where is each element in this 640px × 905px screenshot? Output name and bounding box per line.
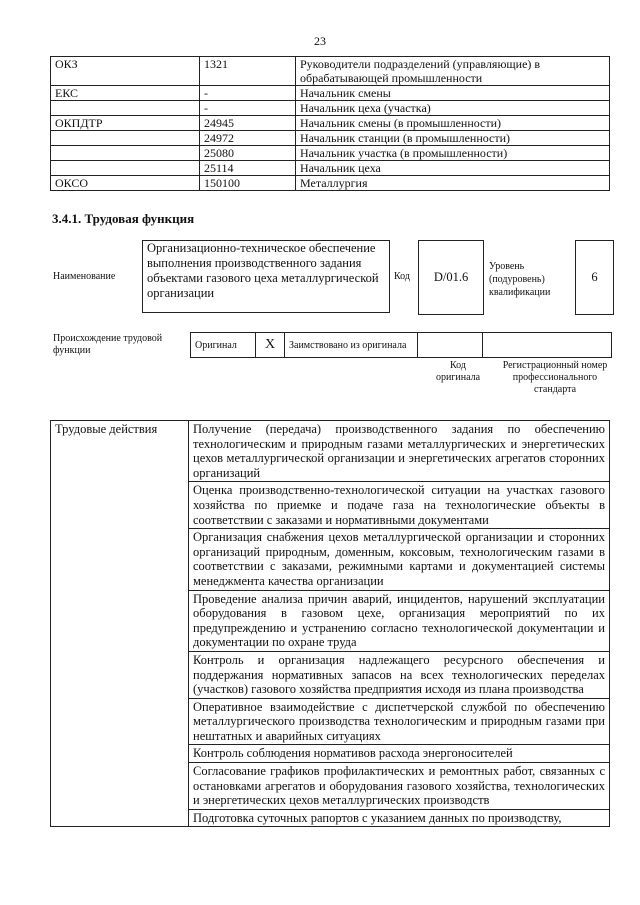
classification-code: - [200,101,296,116]
classification-title: Начальник цеха (участка) [296,101,610,116]
classification-row [51,161,610,176]
classification-title: Начальник смены (в промышленности) [296,116,610,131]
classification-row [51,176,610,191]
page-number: 23 [314,34,326,48]
code-label: Код [394,271,410,282]
classification-code: 1321 [200,57,296,86]
code-original-caption: Код оригинала [435,360,481,383]
original-label: Оригинал [191,333,256,358]
classification-name [51,161,200,176]
origin-code-cell [418,333,483,358]
labor-actions-table [50,420,610,827]
classification-name: ОКПДТР [51,116,200,131]
labor-action: Организация снабжения цехов металлургической организации и сторонних организаций природным, доменным, коксовым, технологическим газами в соответствии с заказами, режимными картами и документацией системы менеджмента качества организации [189,529,610,590]
original-mark: X [256,333,285,358]
classification-name [51,101,200,116]
classification-title: Начальник цеха [296,161,610,176]
classification-name [51,146,200,161]
section-title: 3.4.1. Трудовая функция [52,211,195,226]
labor-action: Получение (передача) производственного задания по обеспечению технологическим и природным газами металлургических и энергетических цехов металлургической организации и энергетических агрегатов сторонних организаций [189,421,610,482]
classification-name: ЕКС [51,86,200,101]
reg-number-caption: Регистрационный номер профессионального стандарта [502,360,608,395]
classification-code: 24972 [200,131,296,146]
classification-row [51,86,610,101]
labor-action: Согласование графиков профилактических и ремонтных работ, связанных с остановками агрегатов и оборудования газового хозяйства, технологических и энергетических цехов металлургических производств [189,763,610,810]
classification-table [50,56,610,191]
classification-row [51,116,610,131]
labor-actions-label: Трудовые действия [51,421,189,827]
origin-label: Происхождение трудовой функции [53,333,163,356]
classification-name: ОКСО [51,176,200,191]
classification-code: 25114 [200,161,296,176]
labor-action-row [51,421,610,482]
labor-action: Проведение анализа причин аварий, инцидентов, нарушений эксплуатации оборудования в газовом цехе, организация мероприятий по их предупреждению и устранению согласно технологической документации и документации по охране труда [189,590,610,651]
classification-title: Руководители подразделений (управляющие) в обрабатывающей промышленности [296,57,610,86]
classification-name: ОКЗ [51,57,200,86]
labor-action: Контроль и организация надлежащего ресурсного обеспечения и поддержания нормативных запасов на всех технологических переделах (участков) газового хозяйства предприятия исходя из плана производства [189,651,610,698]
origin-table [190,332,612,358]
labor-action: Контроль соблюдения нормативов расхода энергоносителей [189,745,610,763]
labor-action: Оценка производственно-технологической ситуации на участках газового хозяйства по приемке и подаче газа на технологические объекты в соответствии с заказами и нормативными документами [189,482,610,529]
name-label: Наименование [53,271,116,282]
classification-row [51,146,610,161]
function-name: Организационно-техническое обеспечение выполнения производственного задания объектами газового цеха металлургической организации [142,240,390,313]
classification-row [51,131,610,146]
classification-title: Начальник станции (в промышленности) [296,131,610,146]
borrowed-label: Заимствовано из оригинала [285,333,418,358]
labor-action: Оперативное взаимодействие с диспетчерской службой по обеспечению металлургического производства технологическим и природным газами при нештатных и аварийных ситуациях [189,698,610,745]
classification-code: 24945 [200,116,296,131]
classification-title: Начальник смены [296,86,610,101]
classification-row [51,57,610,86]
classification-code: - [200,86,296,101]
classification-title: Начальник участка (в промышленности) [296,146,610,161]
labor-action: Подготовка суточных рапортов с указанием данных по производству, [189,809,610,827]
function-code: D/01.6 [418,240,484,315]
classification-code: 150100 [200,176,296,191]
origin-reg-cell [483,333,612,358]
classification-code: 25080 [200,146,296,161]
level-label: Уровень (подуровень) квалификации [489,261,551,298]
qualification-level: 6 [575,240,614,315]
classification-name [51,131,200,146]
classification-row [51,101,610,116]
classification-title: Металлургия [296,176,610,191]
